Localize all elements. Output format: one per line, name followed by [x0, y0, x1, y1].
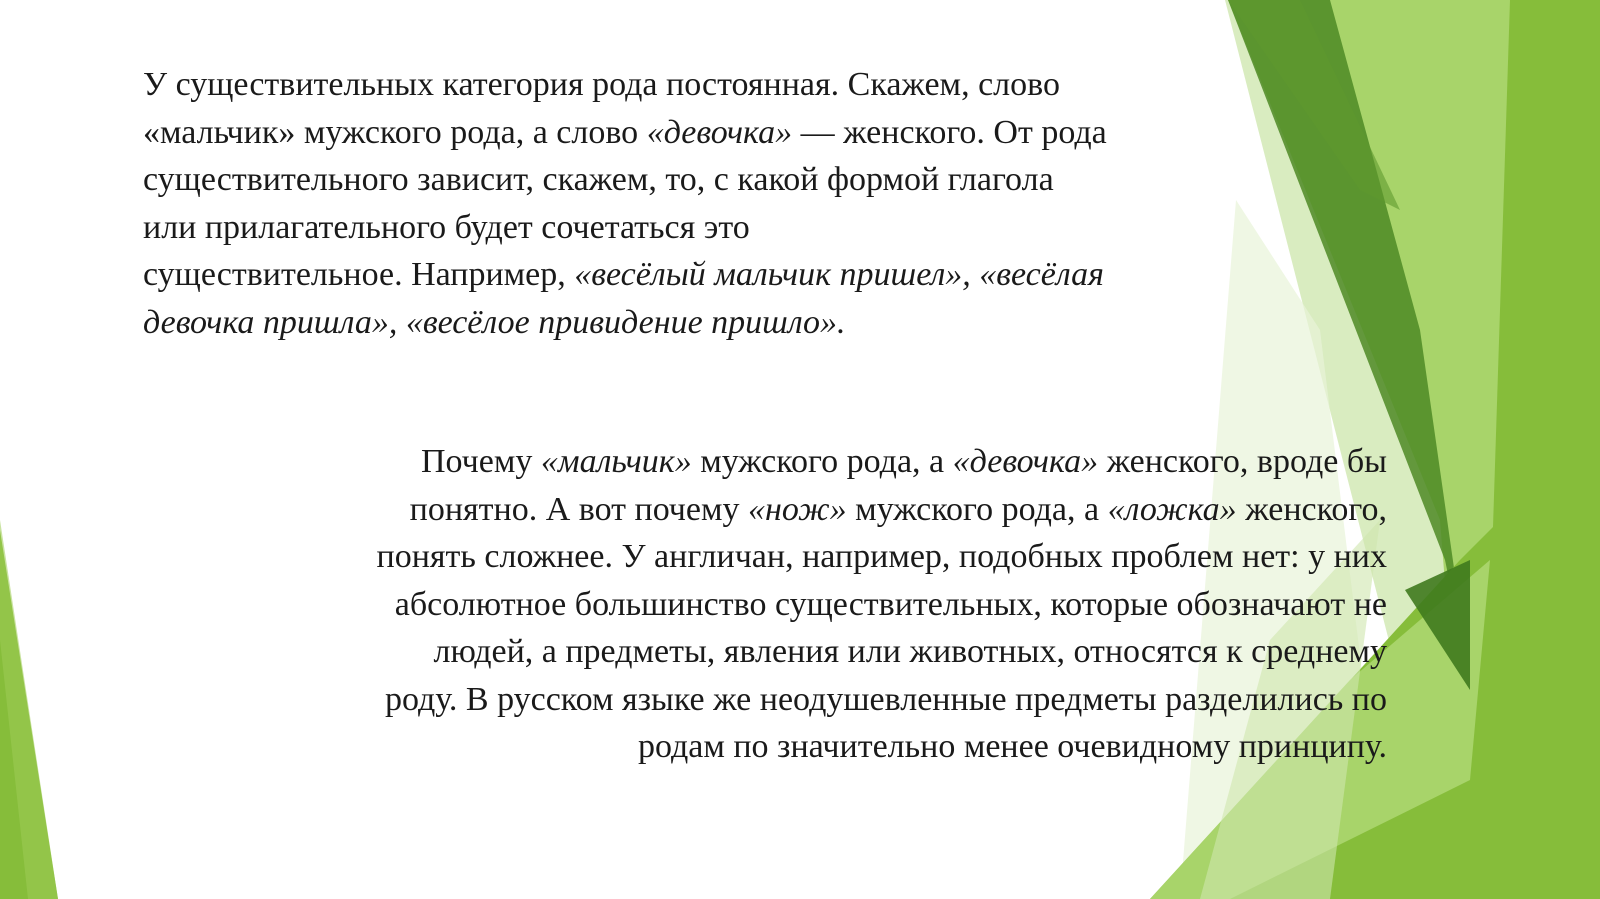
text-segment: женского, [1236, 490, 1387, 528]
text-segment: «мальчик» мужского рода, а слово [143, 113, 647, 151]
italic-example: «мальчик» [540, 443, 692, 480]
text-line [170, 486, 1387, 534]
text-segment: мужского рода, а [691, 443, 953, 480]
text-segment: мужского рода, а [846, 490, 1108, 528]
italic-example: «ложка» [1107, 490, 1237, 528]
italic-example: «весёлый мальчик пришел», «весёлая [574, 256, 1104, 293]
text-segment: женского, вроде бы [1098, 443, 1387, 480]
italic-example: «девочка» [646, 113, 793, 151]
italic-example: «девочка» [952, 443, 1099, 480]
text-line: У существительных категория рода постоянная. Скажем, слово [143, 66, 1060, 103]
text-segment: понятно. А вот почему [409, 490, 749, 528]
text-line: родам по значительно менее очевидному принципу. [637, 728, 1387, 765]
paragraph-why-gender [170, 438, 1387, 771]
text-segment: — женского. От рода [792, 113, 1107, 151]
text-line [143, 109, 1283, 157]
text-line: абсолютное большинство существительных, которые обозначают не [394, 585, 1387, 623]
text-line: людей, а предметы, явления или животных, относятся к среднему [433, 633, 1387, 670]
text-line: роду. В русском языке же неодушевленные предметы разделились по [384, 680, 1387, 718]
text-line: понять сложнее. У англичан, например, подобных проблем нет: у них [376, 538, 1387, 575]
text-line [170, 438, 1387, 486]
text-segment: существительное. Например, [143, 256, 575, 293]
text-line: существительного зависит, скажем, то, с какой формой глагола [143, 161, 1054, 198]
italic-example: «нож» [748, 490, 847, 528]
text-segment: Почему [421, 443, 541, 480]
paragraph-gender-constant [143, 61, 1283, 346]
text-line [143, 251, 1283, 299]
text-line: или прилагательного будет сочетаться это [143, 208, 750, 246]
italic-example-line: девочка пришла», «весёлое привидение пришло». [143, 303, 846, 341]
